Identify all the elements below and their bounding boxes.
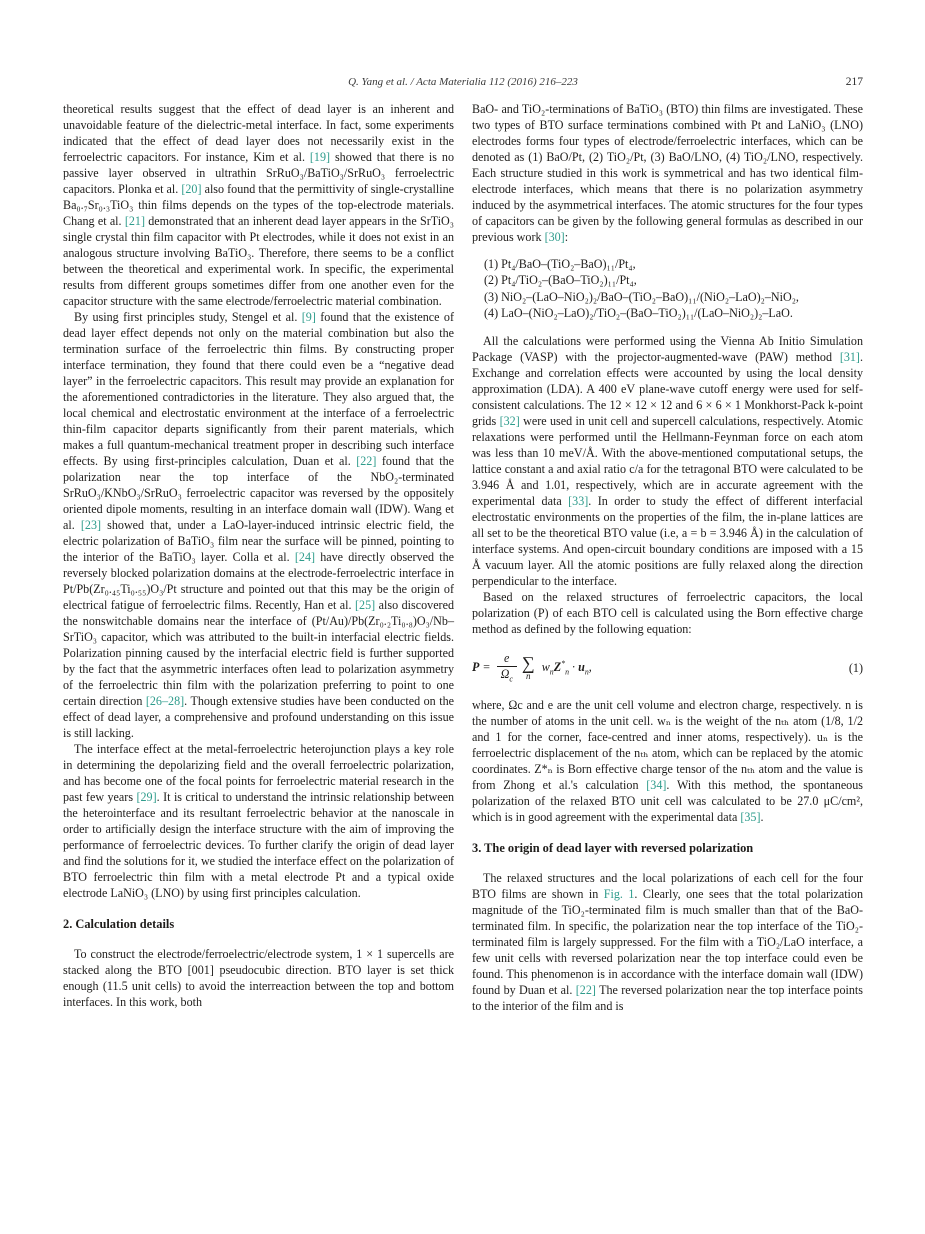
citation-link[interactable]: [22]: [575, 982, 596, 997]
paragraph-vasp-setup: All the calculations were performed using the Vienna Ab Initio Simulation Package (VASP) with the projector-augmented-wave (PAW) method [31]. Exchange and correlation effects were accounted by using the local density approximation (LDA). A 400 eV plane-wave cutoff energy were used for self-consistent calculations. The 12 × 12 × 12 and 6 × 6 × 1 Monkhorst-Pack k-point grids [32] were used in unit cell and supercell calculations, respectively. Atomic relaxations were performed until the Hellmann-Feynman force on each atom was less than 10 meV/Å. With the above-mentioned computational setups, the lattice constant a and axial ratio c/a for the tetragonal BTO were calculated to be 3.946 Å and 1.01, respectively, which are in accurate agreement with the experimental data [33]. In order to study the effect of different interfacial electrostatic environments on the properties of the film, the in-plane lattices are all set to be the theoretical BTO value (i.e, a = b = 3.946 Å) in the calculation of interface systems. And open-circuit boundary conditions are imposed with a 15 Å vacuum layer. All the atomic positions are fully relaxed along the direction perpendicular to the interface.: [472, 333, 863, 588]
page-header: [63, 76, 863, 88]
formula-item-2: (2) Pt₄/TiO₂–(BaO–TiO₂)₁₁/Pt₄,: [484, 273, 637, 288]
citation-link[interactable]: [34]: [646, 777, 667, 792]
running-head: Q. Yang et al. / Acta Materialia 112 (2016) 216–223: [348, 76, 578, 88]
paragraph-born-charge-intro: Based on the relaxed structures of ferroelectric capacitors, the local polarization (P) of each BTO cell is calculated using the Born effective charge method as defined by the following equation:: [472, 589, 863, 636]
section-heading-calculation-details: 2. Calculation details: [63, 917, 175, 931]
structure-formula-list: [472, 256, 863, 322]
equation-1: [472, 652, 863, 684]
citation-link[interactable]: [32]: [499, 413, 520, 428]
section-heading-origin-dead-layer: 3. The origin of dead layer with reversed polarization: [472, 840, 754, 855]
citation-link[interactable]: [20]: [181, 182, 202, 196]
formula-item-4: (4) LaO–(NiO₂–LaO)₂/TiO₂–(BaO–TiO₂)₁₁/(LaO–NiO₂)₂–LaO.: [484, 306, 793, 321]
paragraph-equation-definitions: where, Ωc and e are the unit cell volume and electron charge, respectively. n is the number of atoms in the unit cell. wₙ is the weight of the nₜₕ atom (1/8, 1/2 and 1 for the corner, face-centred and inner atoms, respectively). uₙ is the ferroelectric displacement of the nₜₕ atom, which can be replaced by the atomic coordinates. Z*ₙ is Born effective charge tensor of the nₜₕ atom and the value is from Zhong et al.'s calculation [34]. With this method, the spontaneous polarization of the relaxed BTO unit cell was calculated to be 27.0 μC/cm², which is in good agreement with the experimental data [35].: [472, 697, 863, 824]
two-column-body: [63, 101, 863, 1014]
figure-reference-link[interactable]: Fig. 1: [603, 886, 635, 901]
citation-link[interactable]: [33]: [568, 493, 589, 508]
citation-link[interactable]: [19]: [309, 150, 331, 164]
citation-link[interactable]: [24]: [294, 550, 316, 564]
paragraph-terminations: BaO- and TiO₂-terminations of BaTiO₃ (BTO) thin films are investigated. These two types of BTO surface terminations combined with Pt and LaNiO₃ (LNO) electrodes forms four types of electrode/ferroelectric interfaces, which can be denoted as (1) BaO/Pt, (2) TiO₂/Pt, (3) BaO/LNO, (4) TiO₂/LNO, respectively. Each structure studied in this work is symmetrical and has two identical film-electrode interfaces, which means that there is no polarization asymmetry induced by the asymmetrical interfaces. The atomic structures for the four types of capacitors can be given by the following general formulas as described in our previous work [30]:: [472, 102, 863, 244]
citation-link[interactable]: [29]: [136, 790, 157, 804]
citation-link[interactable]: [22]: [356, 454, 377, 468]
page-number: 217: [845, 76, 863, 88]
citation-link[interactable]: [9]: [301, 310, 316, 324]
left-column: [63, 101, 454, 1014]
citation-link[interactable]: [30]: [544, 230, 565, 244]
citation-link[interactable]: [31]: [839, 349, 860, 364]
paragraph-interface-effect-motivation: The interface effect at the metal-ferroelectric heterojunction plays a key role in determining the depolarizing field and the overall ferroelectric polarization, and has become one of the focal points for ferroelectric material research in the past few years [29]. It is critical to understand the intrinsic relationship between the heterointerface and its resultant ferroelectric behavior at the nanoscale in order to artificially design the interface structure with the aim of improving the performance of ferroelectric devices. To further clarify the origin of dead layer and find the solutions for it, we studied the interface effect on the polarization of BTO ferroelectric thin film with a metal electrode Pt and a typical oxide electrode LaNiO₃ (LNO) by using first principles calculation.: [63, 742, 454, 900]
formula-item-1: (1) Pt₄/BaO–(TiO₂–BaO)₁₁/Pt₄,: [484, 257, 636, 271]
paragraph-dead-layer-conflict: theoretical results suggest that the effect of dead layer is an inherent and unavoidable feature of the dielectric-metal interface. In fact, some experiments indicated that the effect of dead layer does not necessarily exist in the ferroelectric capacitors. For instance, Kim et al. [19] showed that there is no passive layer observed in ultrathin SrRuO₃/BaTiO₃/SrRuO₃ ferroelectric capacitors. Plonka et al. [20] also found that the permittivity of single-crystalline Ba₀.₇Sr₀.₃TiO₃ thin films depends on the types of the top-electrode materials. Chang et al. [21] demonstrated that an inherent dead layer appears in the SrTiO₃ single crystal thin film capacitor with Pt electrodes, while it does not exist in an analogous structure involving BaTiO₃. Therefore, there seems to be a conflict between the theoretical and experimental work. In specific, the experimental results from different groups sometimes differ from one another even for the capacitor structure with the same electrode/ferroelectric material combination.: [63, 102, 454, 308]
paragraph-stengel-literature: By using first principles study, Stengel et al. [9] found that the existence of dead layer effect depends not only on the material combination but also the termination surface of the ferroelectric thin films. By constructing proper interface termination, they found that there could even be a “negative dead layer” in the ferroelectric capacitors. This result may provide an explanation for the aforementioned contradictories in the literature. They also argued that, the local chemical and electrostatic environment at the interface of a ferroelectric thin-film capacitor departs significantly from their parent materials, which makes a full quantum-mechanical treatment proper in describing such interface effects. By using first-principles calculation, Duan et al. [22] found that the polarization near the top interface of the NbO₂-terminated SrRuO₃/KNbO₃/SrRuO₃ ferroelectric capacitor was reversed by the oppositely oriented dipole moments, resulting in an interface domain wall (IDW). Wang et al. [23] showed that, under a LaO-layer-induced intrinsic electric field, the electric polarization of BaTiO₃ film near the surface will be pinned, pointing to the interior of the BaTiO₃ layer. Colla et al. [24] have directly observed the reversely blocked polarization domains at the electrode-ferroelectric interface in Pt/Pb(Zr₀.₄₅Ti₀.₅₅)O₃/Pt structure and pointed out that this may be the origin of electrical fatigue of ferroelectric films. Recently, Han et al. [25] also discovered the nonswitchable domains near the interface of (Pt/Au)/Pb(Zr₀.₂Ti₀.₈)O₃/Nb–SrTiO₃ capacitor, which was attributed to the built-in interfacial electric fields. Polarization pinning caused by the interfacial electric field is further supported by the fact that the asymmetric interfaces often lead to polarization asymmetry of the ferroelectric thin film with the polarization preferring to point to one certain direction [26–28]. Though extensive studies have been conducted on the effect of dead layer, a comprehensive and profound understanding on this issue is still lacking.: [63, 310, 455, 740]
equation-number: (1): [848, 660, 863, 675]
citation-link[interactable]: [23]: [80, 518, 102, 532]
paragraph-relaxed-structures-results: The relaxed structures and the local polarizations of each cell for the four BTO films are shown in Fig. 1. Clearly, one sees that the total polarization magnitude of the TiO₂-terminated film is much smaller than that of the BaO-terminated film. In specific, the polarization near the top interface of the TiO₂-terminated film is largely suppressed. For the film with a TiO₂/LaO interface, a few unit cells with reversed polarization near the top interface could even be found. This phenomenon is in accordance with the interface domain wall (IDW) found by Duan et al. [22] The reversed polarization near the top interface points to the interior of the film and is: [472, 870, 864, 1013]
citation-link[interactable]: [25]: [355, 598, 376, 612]
citation-link[interactable]: [35]: [740, 809, 761, 824]
citation-link[interactable]: [26–28]: [145, 694, 185, 708]
right-column: [472, 101, 863, 1014]
equation-body: P = $\frac{e}{\Omega_c}$ ∑ n $w_nZ^*_n \cdot u_n$,: [472, 650, 592, 683]
citation-link[interactable]: [21]: [124, 214, 145, 228]
paragraph-supercell-construction: To construct the electrode/ferroelectric/electrode system, 1 × 1 supercells are stacked along the BTO [001] pseudocubic direction. BTO layer is set thick enough (11.5 unit cells) to avoid the interreaction between the top and bottom interfaces. In this work, both: [63, 947, 454, 1009]
formula-item-3: (3) NiO₂–(LaO–NiO₂)₂/BaO–(TiO₂–BaO)₁₁/(NiO₂–LaO)₂–NiO₂,: [484, 289, 799, 304]
